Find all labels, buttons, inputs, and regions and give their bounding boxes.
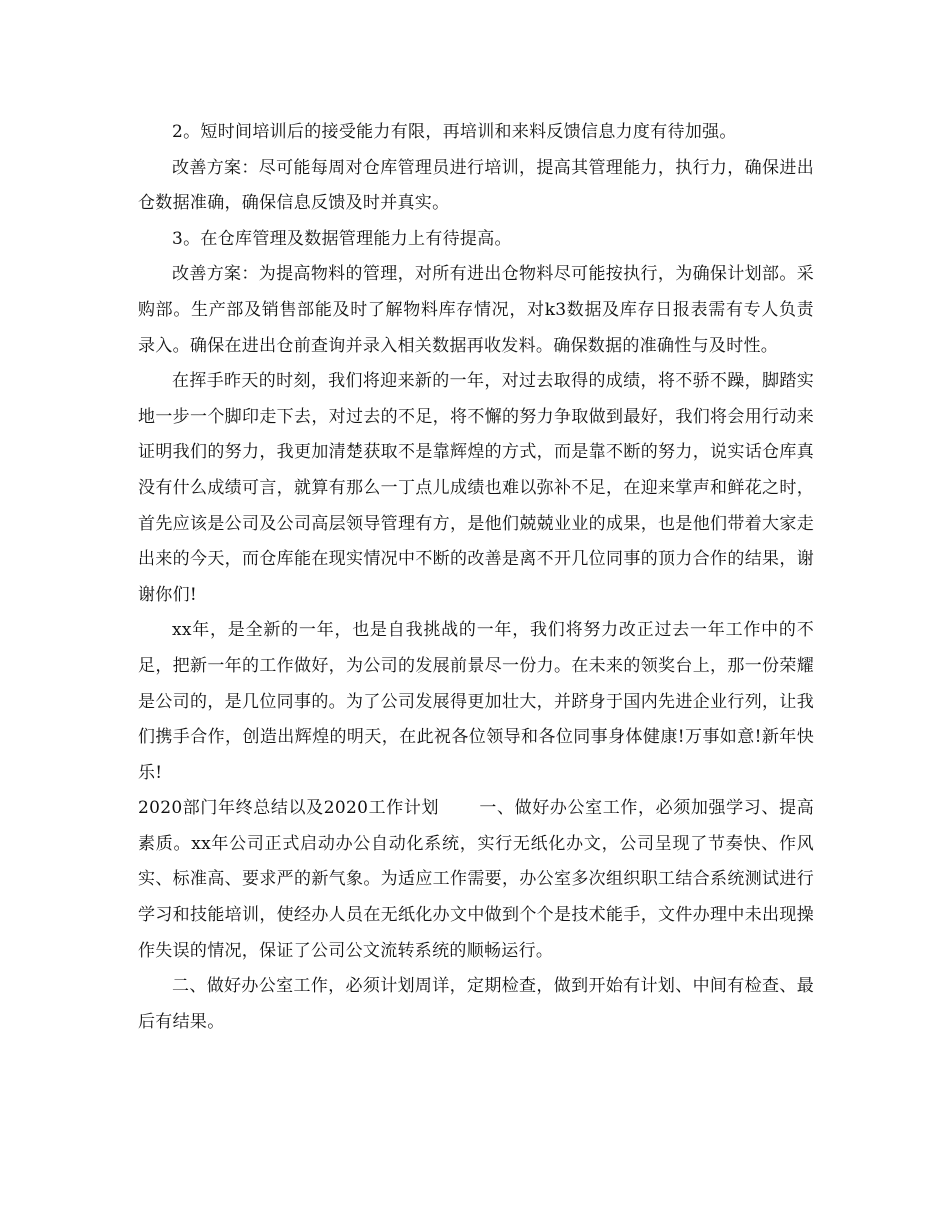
paragraph: 二、做好办公室工作，必须计划周详，定期检查，做到开始有计划、中间有检查、最后有结果。	[138, 976, 814, 1032]
paragraph: 改善方案：尽可能每周对仓库管理员进行培训，提高其管理能力，执行力，确保进出仓数据准确，确保信息反馈及时并真实。	[138, 157, 814, 214]
paragraph: 3。在仓库管理及数据管理能力上有待提高。	[172, 228, 512, 249]
paragraph: 改善方案：为提高物料的管理，对所有进出仓物料尽可能按执行，为确保计划部。采购部。生产部及销售部能及时了解物料库存情况，对k3数据及库存日报表需有专人负责录入。确保在进出仓前查询并录入相关数据再收发料。确保数据的准确性与及时性。	[138, 264, 814, 356]
paragraph: 2。短时间培训后的接受能力有限，再培训和来料反馈信息力度有待加强。	[172, 122, 737, 142]
section-first-paragraph: 一、做好办公室工作，必须加强学习、提高素质。xx年公司正式启动办公自动化系统，实行无纸化办文，公司呈现了节奏快、作风实、标准高、要求严的新气象。为适应工作需要，办公室多次组织职工结合系统测试进行学习和技能培训，使经办人员在无纸化办文中做到个个是技术能手，文件办理中未出现操作失误的情况，保证了公司公文流转系统的顺畅运行。	[138, 798, 814, 961]
section-title: 2020部门年终总结以及2020工作计划	[138, 798, 440, 819]
section-start	[138, 791, 814, 969]
document-body	[138, 115, 814, 1040]
paragraph: 在挥手昨天的时刻，我们将迎来新的一年，对过去取得的成绩，将不骄不躁，脚踏实地一步一个脚印走下去，对过去的不足，将不懈的努力争取做到最好，我们将会用行动来证明我们的努力，我更加清楚获取不是靠辉煌的方式，而是靠不断的努力，说实话仓库真没有什么成绩可言，就算有那么一丁点儿成绩也难以弥补不足，在迎来掌声和鲜花之时，首先应该是公司及公司高层领导管理有方，是他们兢兢业业的成果，也是他们带着大家走出来的今天，而仓库能在现实情况中不断的改善是离不开几位同事的顶力合作的结果，谢谢你们!	[138, 371, 814, 605]
paragraph: xx年，是全新的一年，也是自我挑战的一年，我们将努力改正过去一年工作中的不足，把新一年的工作做好，为公司的发展前景尽一份力。在未来的领奖台上，那一份荣耀是公司的，是几位同事的。为了公司发展得更加壮大，并跻身于国内先进企业行列，让我们携手合作，创造出辉煌的明天，在此祝各位领导和各位同事身体健康!万事如意!新年快乐!	[138, 620, 814, 783]
